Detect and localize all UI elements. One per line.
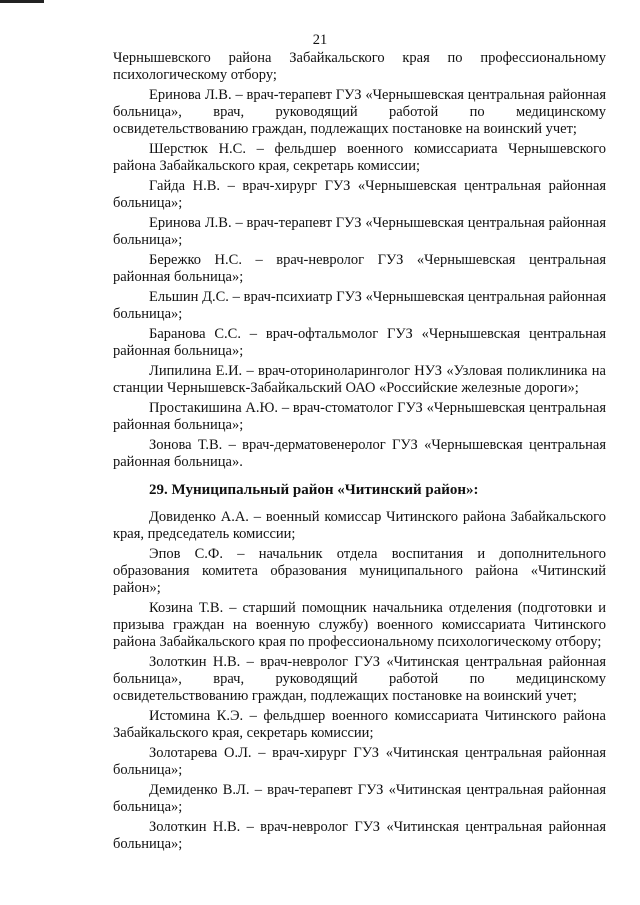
member-entry: Золотарева О.Л. – врач-хирург ГУЗ «Читинская центральная районная больница»;	[113, 745, 606, 778]
member-entry: Гайда Н.В. – врач-хирург ГУЗ «Чернышевская центральная районная больница»;	[113, 178, 606, 211]
member-entry: Козина Т.В. – старший помощник начальника отделения (подготовки и призыва граждан на военную службу) военного комиссариата Читинского района Забайкальского края по профессиональному психологическому отбору;	[113, 600, 606, 650]
section-heading: 29. Муниципальный район «Читинский район»:	[149, 482, 479, 498]
document-body	[113, 50, 606, 856]
member-entry: Еринова Л.В. – врач-терапевт ГУЗ «Чернышевская центральная районная больница»;	[113, 215, 606, 248]
member-entry: Зонова Т.В. – врач-дерматовенеролог ГУЗ «Чернышевская центральная районная больница».	[113, 437, 606, 470]
member-entry: Довиденко А.А. – военный комиссар Читинского района Забайкальского края, председатель комиссии;	[113, 509, 606, 542]
member-entry: Бережко Н.С. – врач-невролог ГУЗ «Чернышевская центральная районная больница»;	[113, 252, 606, 285]
member-entry: Баранова С.С. – врач-офтальмолог ГУЗ «Чернышевская центральная районная больница»;	[113, 326, 606, 359]
member-entry: Истомина К.Э. – фельдшер военного комиссариата Читинского района Забайкальского края, секретарь комиссии;	[113, 708, 606, 741]
member-entry: Простакишина А.Ю. – врач-стоматолог ГУЗ «Чернышевская центральная районная больница»;	[113, 400, 606, 433]
paragraph-continuation: Чернышевского района Забайкальского края по профессиональному психологическому отбору;	[113, 50, 606, 83]
member-entry: Еринова Л.В. – врач-терапевт ГУЗ «Чернышевская центральная районная больница», врач, руководящий работой по медицинскому освидетельствованию граждан, подлежащих постановке на воинский учет;	[113, 87, 606, 137]
member-entry: Эпов С.Ф. – начальник отдела воспитания и дополнительного образования комитета образования муниципального района «Читинский район»;	[113, 546, 606, 596]
member-entry: Шерстюк Н.С. – фельдшер военного комиссариата Чернышевского района Забайкальского края, секретарь комиссии;	[113, 141, 606, 174]
corner-scan-mark	[0, 0, 44, 3]
member-entry: Липилина Е.И. – врач-оториноларинголог НУЗ «Узловая поликлиника на станции Чернышевск-Забайкальский ОАО «Российские железные дороги»;	[113, 363, 606, 396]
member-entry: Золоткин Н.В. – врач-невролог ГУЗ «Читинская центральная районная больница»;	[113, 819, 606, 852]
member-entry: Ельшин Д.С. – врач-психиатр ГУЗ «Чернышевская центральная районная больница»;	[113, 289, 606, 322]
member-entry: Демиденко В.Л. – врач-терапевт ГУЗ «Читинская центральная районная больница»;	[113, 782, 606, 815]
page-number: 21	[312, 32, 328, 48]
member-entry: Золоткин Н.В. – врач-невролог ГУЗ «Читинская центральная районная больница», врач, руководящий работой по медицинскому освидетельствованию граждан, подлежащих постановке на воинский учет;	[113, 654, 606, 704]
